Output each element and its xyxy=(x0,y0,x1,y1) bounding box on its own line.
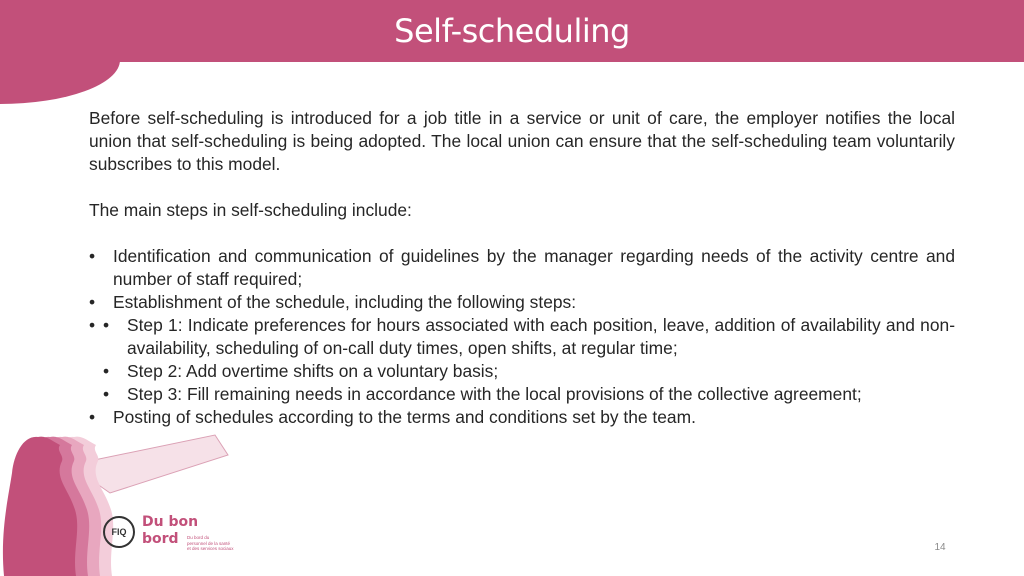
main-steps-list xyxy=(89,245,955,429)
bullet-text: Posting of schedules according to the terms and conditions set by the team. xyxy=(113,407,696,427)
list-item xyxy=(103,360,955,383)
sub-step-text: Step 1: Indicate preferences for hours associated with each position, leave, addition of availability and non-availability, scheduling of on-call duty times, open shifts, at regular time; xyxy=(127,315,955,358)
slide-body xyxy=(89,107,955,429)
du-bon-bord-logo xyxy=(103,514,243,554)
bullet-text: Establishment of the schedule, including the following steps: xyxy=(113,292,577,312)
sub-steps-list xyxy=(103,314,955,406)
list-item xyxy=(103,383,955,406)
sub-step-text: Step 2: Add overtime shifts on a voluntary basis; xyxy=(127,361,499,381)
bullet-text: Identification and communication of guidelines by the manager regarding needs of the activity centre and number of staff required; xyxy=(113,246,955,289)
list-item xyxy=(89,291,955,314)
steps-heading: The main steps in self-scheduling include: xyxy=(89,200,412,220)
sub-steps-holder xyxy=(89,314,955,406)
sub-step-text: Step 3: Fill remaining needs in accordance with the local provisions of the collective agreement; xyxy=(127,384,862,404)
list-item xyxy=(103,314,955,360)
intro-paragraph: Before self-scheduling is introduced for a job title in a service or unit of care, the employer notifies the local union that self-scheduling is being adopted. The local union can ensure that the self-scheduling team voluntarily subscribes to this model. xyxy=(89,108,955,174)
slide-title: Self-scheduling xyxy=(394,12,630,50)
list-item xyxy=(89,245,955,291)
fiq-emblem-icon: FIQ xyxy=(103,516,135,548)
logo-tagline: Du bord du personnel de la santé et des services sociaux xyxy=(187,535,234,551)
logo-name: Du bon bord xyxy=(142,514,199,547)
page-number: 14 xyxy=(934,542,946,553)
